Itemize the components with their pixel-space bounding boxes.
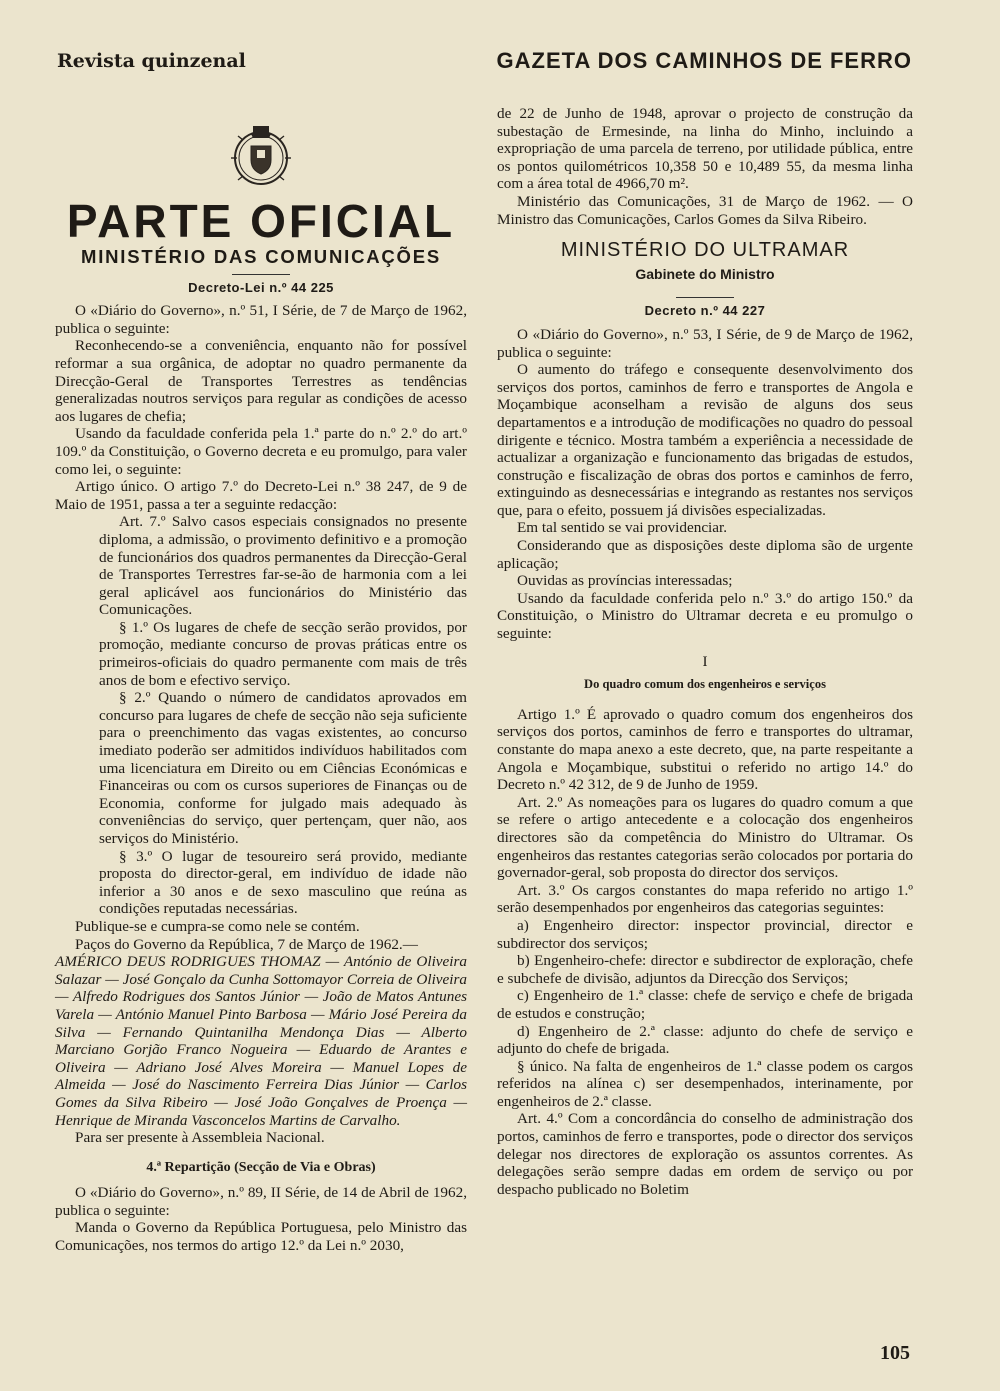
paragraph: Em tal sentido se vai providenciar. — [517, 519, 728, 537]
paragraph: O «Diário do Governo», n.º 89, II Série, de 14 de Abril de 1962, publica o seguinte: — [55, 1184, 467, 1219]
paragraph: O aumento do tráfego e consequente desenvolvimento dos serviços dos portos, caminhos de ferro e transportes de Angola e Moçambique aconselham a revisão de alguns dos seus departamentos e a introdução de modificações no quadro do pessoal dirigente e técnico. Mostra também a experiência a necessidade de actualizar a organização e funcionamento das brigadas de estudos, construção e fiscalização de obras dos portos e caminhos de ferro, extinguindo as desnecessárias e integrando as restantes nos serviços que, para o efeito, possuem já divisões especializadas. — [497, 361, 913, 519]
paragraph: Art. 3.º Os cargos constantes do mapa referido no artigo 1.º serão desempenhados por engenheiros das categorias seguintes: — [497, 881, 913, 917]
paragraph: de 22 de Junho de 1948, aprovar o projecto de construção da subestação de Ermesinde, na linha do Minho, incluindo a expropriação de uma parcela de terreno, por utilidade pública, entre os pontos quilométricos 10,358 50 e 10,489 55, da mesma linha com a área total de 4966,70 m². — [497, 105, 913, 193]
list-item: b) Engenheiro-chefe: director e subdirector de exploração, chefe e subchefe de divisão, adjuntos da Direcção dos Serviços; — [497, 952, 913, 987]
header-left: Revista quinzenal — [57, 50, 246, 72]
paragraph: Paços do Governo da República, 7 de Março de 1962.— — [75, 935, 418, 953]
quoted-paragraph: § 1.º Os lugares de chefe de secção serão providos, por promoção, mediante concurso de provas práticas entre os primeiros-oficiais do quadro permanente com mais de três anos de bom e efectivo serviço. — [99, 618, 467, 689]
paragraph: Ouvidas as províncias interessadas; — [517, 572, 733, 590]
list-item: a) Engenheiro director: inspector provincial, director e subdirector dos serviços; — [497, 916, 913, 952]
list-item: d) Engenheiro de 2.ª classe: adjunto do chefe de serviço e adjunto do chefe de brigada. — [497, 1022, 913, 1058]
signatories: AMÉRICO DEUS RODRIGUES THOMAZ — António de Oliveira Salazar — José Gonçalo da Cunha Sottomayor Correia de Oliveira — Alfredo Rodrigues dos Santos Júnior — João de Matos Antunes Varela — António Manuel Pinto Barbosa — Mário José Pereira da Silva — Fernando Quintanilha Mendonça Dias — Alberto Marciano Gorjão Franco Nogueira — Eduardo de Arantes e Oliveira — Adriano José Alves Moreira — Manuel Lopes de Almeida — José do Nascimento Ferreira Dias Júnior — Carlos Gomes da Silva Ribeiro — José João Gonçalves de Proença — Henrique de Miranda Vasconcelos Martins de Carvalho. — [55, 953, 467, 1129]
paragraph: Para ser presente à Assembleia Nacional. — [75, 1129, 325, 1147]
paragraph: Art. 2.º As nomeações para os lugares do quadro comum a que se refere o artigo antecedente e a colocação dos engenheiros directores são da competência do Ministro do Ultramar. Os engenheiros das restantes categorias serão colocados por portaria do governador-geral, sob proposta do director dos serviços. — [497, 793, 913, 882]
quoted-paragraph: § 3.º O lugar de tesoureiro será provido, mediante proposta do director-geral, em indivíduo de idade não inferior a 30 anos e de sexo masculino que reúna as condições reputadas necessárias. — [99, 847, 467, 918]
ministry-heading: MINISTÉRIO DAS COMUNICAÇÕES — [80, 246, 442, 267]
paragraph: Usando da faculdade conferida pela 1.ª parte do n.º 2.º do art.º 109.º da Constituição, o Governo decreta e eu promulgo, para valer como lei, o seguinte: — [55, 425, 467, 478]
chapter-title: Do quadro comum dos engenheiros e serviços — [584, 677, 826, 692]
ministry-heading: MINISTÉRIO DO ULTRAMAR — [560, 239, 850, 262]
right-column — [497, 105, 913, 1198]
paragraph: Usando da faculdade conferida pelo n.º 3.º do artigo 150.º da Constituição, o Ministro do Ultramar decreta e eu promulgo o seguinte: — [497, 589, 913, 643]
paragraph: Art. 4.º Com a concordância do conselho de administração dos portos, caminhos de ferro e transportes, pode o director dos serviços delegar nos directores de exploração os assuntos correntes. As delegações serão sempre dadas em ordem de serviço ou por despacho publicado no Boletim — [497, 1110, 913, 1198]
paragraph: Reconhecendo-se a conveniência, enquanto não for possível reformar a sua orgânica, de adoptar no quadro permanente da Direcção-Geral de Transportes Terrestres as tendências generalizadas noutros serviços para regular as condições de acesso aos lugares de chefia; — [55, 337, 467, 425]
quoted-paragraph: § 2.º Quando o número de candidatos aprovados em concurso para lugares de chefe de secção não seja suficiente para o preenchimento das vagas existentes, ao concurso imediato poderão ser admitidos indivíduos habilitados com uma licenciatura em Direito ou em Ciências Económicas e Financeiras ou com os cursos superiores de Finanças ou de Economia, conforme for julgado mais adequado às conveniências do serviço, quer pertençam, quer não, aos serviços do Ministério. — [99, 689, 467, 847]
paragraph: § único. Na falta de engenheiros de 1.ª classe podem os cargos referidos na alínea c) ser desempenhados, interinamente, por engenheiros de 2.ª classe. — [497, 1057, 913, 1110]
paragraph: Artigo único. O artigo 7.º do Decreto-Lei n.º 38 247, de 9 de Maio de 1951, passa a ter a seguinte redacção: — [55, 478, 467, 513]
decree-title: Decreto-Lei n.º 44 225 — [188, 279, 334, 295]
list-item: c) Engenheiro de 1.ª classe: chefe de serviço e chefe de brigada de estudos e construção; — [497, 987, 913, 1022]
paragraph: Ministério das Comunicações, 31 de Março de 1962. — O Ministro das Comunicações, Carlos Gomes da Silva Ribeiro. — [497, 192, 913, 228]
cabinet-heading: Gabinete do Ministro — [635, 265, 775, 282]
quoted-article: Art. 7.º Salvo casos especiais consignados no presente diploma, a admissão, o provimento definitivo e a promoção de funcionários dos quadros permanentes da Direcção-Geral de Transportes Terrestres far-se-ão de harmonia com a lei geral aplicável aos funcionários do Ministério das Comunicações. — [99, 513, 467, 619]
paragraph: O «Diário do Governo», n.º 51, I Série, de 7 de Março de 1962, publica o seguinte: — [55, 302, 467, 337]
paragraph: Manda o Governo da República Portuguesa, pelo Ministro das Comunicações, nos termos do artigo 12.º da Lei n.º 2030, — [55, 1219, 467, 1255]
chapter-number: I — [702, 652, 708, 670]
coat-of-arms-icon — [225, 118, 297, 190]
paragraph: Publique-se e cumpra-se como nele se contém. — [75, 917, 360, 935]
decree-title: Decreto n.º 44 227 — [644, 303, 766, 319]
section-title: 4.ª Repartição (Secção de Via e Obras) — [146, 1159, 376, 1175]
divider — [676, 297, 734, 298]
paragraph: Artigo 1.º É aprovado o quadro comum dos engenheiros dos serviços dos portos, caminhos de ferro e transportes do ultramar, constante do mapa anexo a este decreto, que, na parte respeitante a Angola e Moçambique, substitui o referido no artigo 14.º do Decreto n.º 42 312, de 9 de Junho de 1959. — [497, 705, 913, 794]
left-column — [55, 118, 467, 1255]
page-title: PARTE OFICIAL — [66, 195, 456, 247]
paragraph: O «Diário do Governo», n.º 53, I Série, de 9 de Março de 1962, publica o seguinte: — [497, 325, 913, 361]
paragraph: Considerando que as disposições deste diploma são de urgente aplicação; — [497, 537, 913, 572]
header-right: GAZETA DOS CAMINHOS DE FERRO — [496, 48, 912, 73]
divider — [232, 274, 290, 275]
page-number: 105 — [880, 1342, 910, 1364]
